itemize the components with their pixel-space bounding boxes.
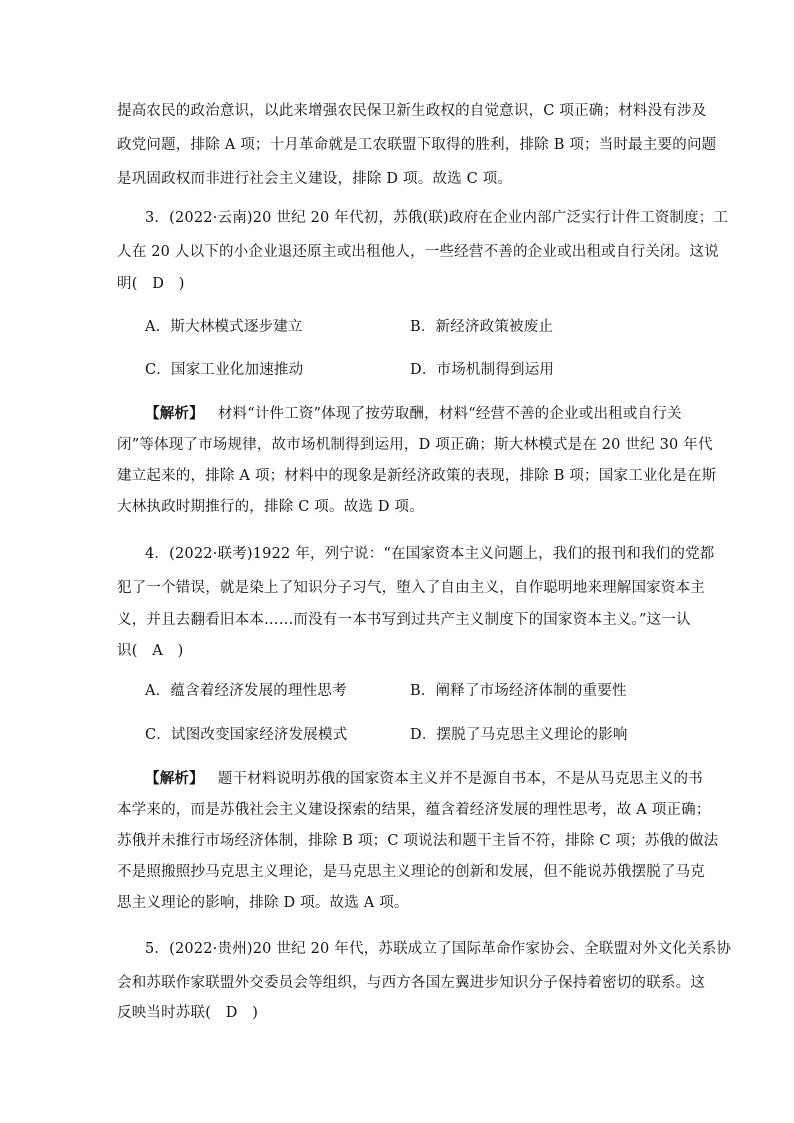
- option-b: B．阐释了市场经济体制的重要性: [410, 683, 627, 699]
- analysis-line: 大林执政时期推行的，排除 C 项。故选 D 项。: [117, 499, 424, 515]
- paragraph-line: 政党问题，排除 A 项；十月革命就是工农联盟下取得的胜利，排除 B 项；当时最主要的问题: [117, 137, 717, 153]
- question-stem-line: 会和苏联作家联盟外交委员会等组织，与西方各国左翼进步知识分子保持着密切的联系。这: [117, 975, 705, 991]
- analysis-line: 苏俄并未推行市场经济体制，排除 B 项；C 项说法和题干主旨不符，排除 C 项；苏俄的做法: [117, 833, 719, 849]
- analysis-line: [145, 769, 703, 789]
- option-c: C．国家工业化加速推动: [145, 362, 304, 378]
- analysis-label: 【解析】: [145, 771, 204, 787]
- question-stem-line: 识( A ): [117, 643, 184, 659]
- analysis-label: 【解析】: [145, 406, 204, 422]
- paragraph-line: 提高农民的政治意识，以此来增强农民保卫新生政权的自觉意识，C 项正确；材料没有涉及: [117, 103, 707, 119]
- analysis-line: 本学来的，而是苏俄社会主义建设探索的结果，蕴含着经济发展的理性思考，故 A 项正确；: [117, 802, 711, 818]
- option-c: C．试图改变国家经济发展模式: [145, 727, 348, 743]
- question-stem-line: 义，并且去翻看旧本本……而没有一本书写到过共产主义制度下的国家资本主义。”这一认: [117, 612, 691, 628]
- paragraph-line: 是巩固政权而非进行社会主义建设，排除 D 项。故选 C 项。: [117, 171, 513, 187]
- question-stem-line: 4．(2022·联考)1922 年，列宁说：“在国家资本主义问题上，我们的报刊和我们的党都: [145, 546, 715, 562]
- question-stem-line: 5．(2022·贵州)20 世纪 20 年代，苏联成立了国际革命作家协会、全联盟对外文化关系协: [145, 941, 732, 957]
- option-a: A．斯大林模式逐步建立: [145, 319, 303, 335]
- option-b: B．新经济政策被废止: [410, 319, 554, 335]
- analysis-line: 闭”等体现了市场规律，故市场机制得到运用，D 项正确；斯大林模式是在 20 世纪 30 年代: [117, 437, 713, 453]
- question-stem-line: 犯了一个错误，就是染上了知识分子习气，堕入了自由主义，自作聪明地来理解国家资本主: [117, 580, 705, 596]
- option-a: A．蕴含着经济发展的理性思考: [145, 683, 347, 699]
- analysis-text: 题干材料说明苏俄的国家资本主义并不是源自书本，不是从马克思主义的书: [217, 771, 703, 787]
- question-stem-line: 3．(2022·云南)20 世纪 20 年代初，苏俄(联)政府在企业内部广泛实行计件工资制度；工: [145, 210, 729, 226]
- analysis-line: 建立起来的，排除 A 项；材料中的现象是新经济政策的表现，排除 B 项；国家工业化是在斯: [117, 468, 717, 484]
- analysis-line: 思主义理论的影响，排除 D 项。故选 A 项。: [117, 895, 409, 911]
- question-stem-line: 人在 20 人以下的小企业退还原主或出租他人，一些经营不善的企业或出租或自行关闭。这说: [117, 244, 719, 260]
- analysis-line: [145, 404, 682, 424]
- option-d: D．市场机制得到运用: [410, 362, 555, 378]
- option-d: D．摆脱了马克思主义理论的影响: [410, 727, 628, 743]
- analysis-line: 不是照搬照抄马克思主义理论，是马克思主义理论的创新和发展，但不能说苏俄摆脱了马克: [117, 864, 705, 880]
- question-stem-line: 明( D ): [117, 276, 185, 292]
- question-stem-line: 反映当时苏联( D ): [117, 1005, 259, 1021]
- analysis-text: 材料“计件工资”体现了按劳取酬，材料“经营不善的企业或出租或自行关: [217, 406, 682, 422]
